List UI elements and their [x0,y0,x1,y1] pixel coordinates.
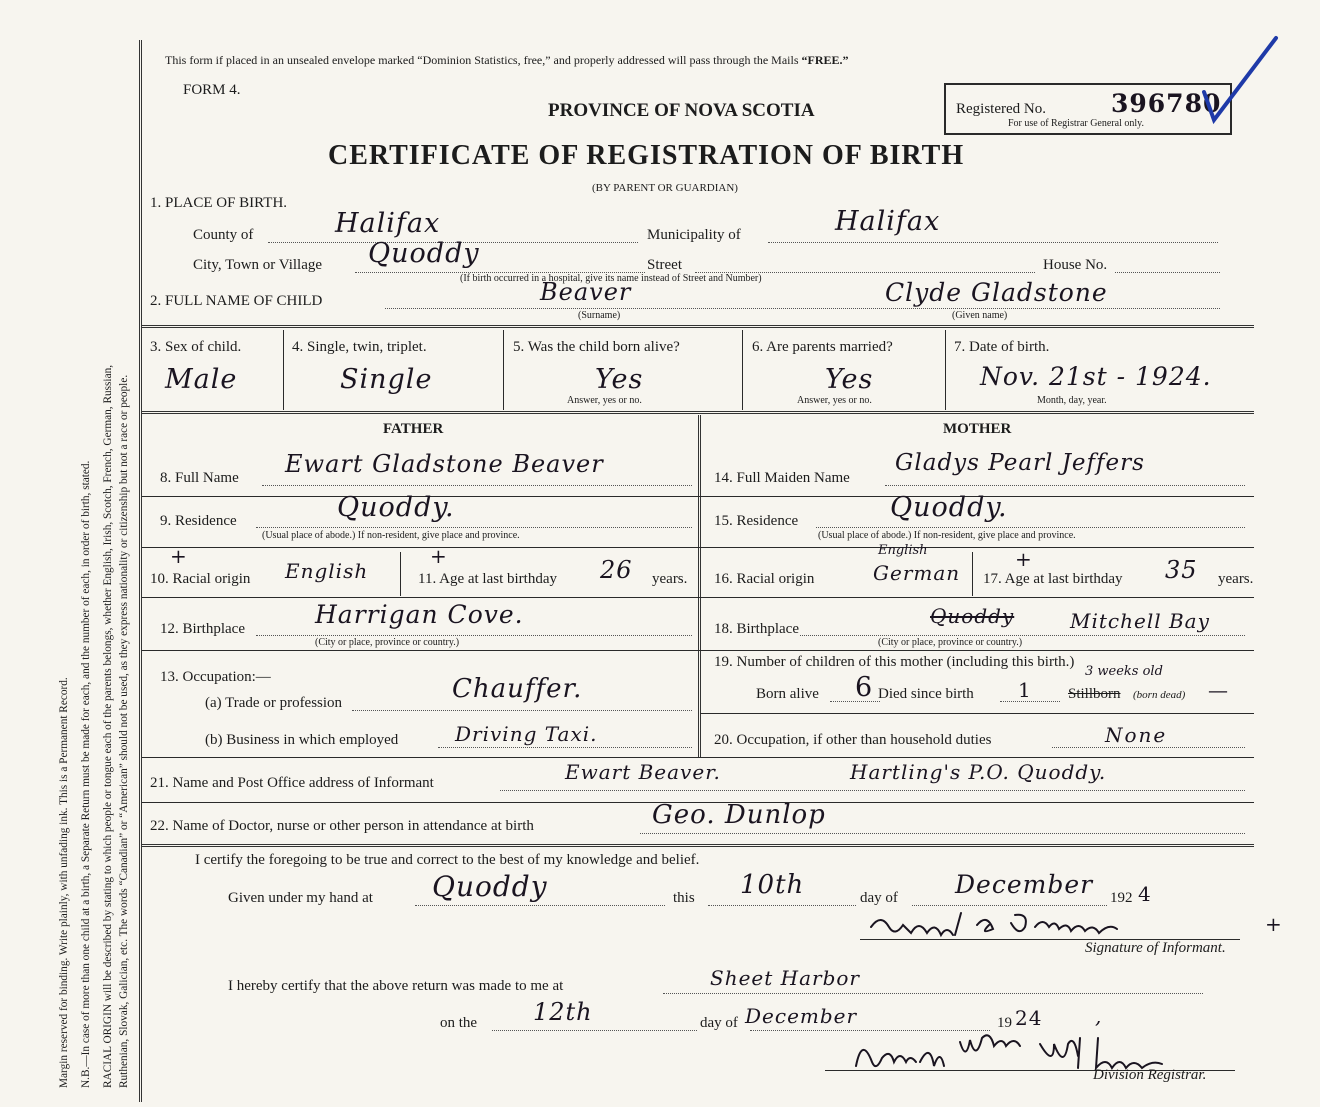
doctor-line [640,833,1245,834]
reg-day-line [492,1030,697,1031]
father-residence-line [256,527,692,528]
child-surname-value: Beaver [540,278,632,306]
day-value: 10th [740,870,805,900]
father-heading: FATHER [383,421,444,437]
page-subtitle: (BY PARENT OR GUARDIAN) [592,182,738,194]
plurality-value: Single [340,364,433,395]
dob-caption: Month, day, year. [1037,395,1107,406]
mother-residence-value: Quoddy. [890,492,1008,523]
father-name-label: 8. Full Name [160,470,239,486]
died-label: Died since birth [878,686,974,702]
signature-cross: + [1265,912,1283,936]
mail-notice [165,53,849,68]
place-label: 1. PLACE OF BIRTH. [150,195,288,211]
rule-row3-top [142,325,1254,328]
rule-certify-top [142,844,1254,847]
county-label: County of [193,227,254,243]
mail-notice-text: This form if placed in an unsealed envelope marked “Dominion Statistics, free,” and properly addressed will pass through the Mails [165,53,799,67]
registered-box [944,83,1232,135]
father-age-value: 26 [600,556,633,584]
rule-children-bottom [700,713,1254,714]
children-label: 19. Number of children of this mother (including this birth.) [714,654,1075,670]
rule-parents-top [142,411,1254,414]
rule-names-bottom [142,496,1254,497]
father-racial-value: English [285,559,369,583]
given-place-line [415,905,665,906]
given-caption: (Given name) [952,310,1008,321]
child-given-value: Clyde Gladstone [885,278,1108,307]
plurality-label: 4. Single, twin, triplet. [292,339,427,355]
registrar-note: For use of Registrar General only. [1008,118,1144,129]
margin-note-4: Ruthenian, Slovak, Galician, etc. The words “Canadian” or “American” should not be used, as they express nationality or citizenship but not a race or people. [118,374,130,1088]
father-birthplace-caption: (City or place, province or country.) [315,637,460,648]
father-birthplace-line [256,635,692,636]
mother-residence-caption: (Usual place of abode.) If non-resident, give place and province. [818,530,1076,541]
reg-day-value: 12th [533,998,593,1026]
year-suffix: 4 [1138,882,1152,906]
street-label: Street [647,257,682,273]
mother-racial-value: German [873,561,961,585]
reg-month-line [750,1030,990,1031]
margin-note-3: RACIAL ORIGIN will be described by stating to which people or tongue each of the parents belongs, whether English, Irish, Scotch, French, German, Russian, [102,364,114,1088]
reg-year-suffix: 24 [1015,1006,1043,1030]
sex-value: Male [165,364,238,395]
mother-birthplace-value: Mitchell Bay [1070,609,1210,633]
reg-year-mark: , [1095,1004,1103,1028]
registrar-place-line [663,993,1203,994]
given-place-value: Quoddy [432,870,548,903]
signature-caption: Signature of Informant. [1085,940,1226,956]
father-trade-line [352,710,692,711]
stillborn-caption: (born dead) [1133,689,1186,701]
father-age-cross: + [430,544,448,568]
registrar-text: I hereby certify that the above return was made to me at [228,978,564,994]
hospital-note: (If birth occurred in a hospital, give its name instead of Street and Number) [460,273,762,284]
father-business-value: Driving Taxi. [455,722,598,746]
rule-birthplace-bottom [142,650,1254,651]
father-trade-label: (a) Trade or profession [205,695,343,711]
born-alive-value: 6 [855,672,874,703]
this-label: this [673,890,695,906]
margin-note-2: N.B.—In case of more than one child at a birth, a Separate Return must be made for each, and the number of each, in order of birth, stated. [80,460,92,1088]
alive-label: 5. Was the child born alive? [513,339,680,355]
child-name-label: 2. FULL NAME OF CHILD [150,293,323,309]
mother-occupation-line [1052,747,1245,748]
mail-notice-free: “FREE.” [801,53,849,67]
dob-label: 7. Date of birth. [954,339,1050,355]
informant-line [500,790,1245,791]
divider-3-4 [283,330,284,410]
mother-years: years. [1218,571,1254,587]
father-trade-value: Chauffer. [452,674,583,704]
informant-label: 21. Name and Post Office address of Informant [150,775,434,791]
mother-heading: MOTHER [943,421,1012,437]
died-value: 1 [1018,678,1032,702]
rule-informant-top [142,757,1254,758]
mother-birthplace-label: 18. Birthplace [714,621,799,637]
stillborn-label: Stillborn [1068,686,1121,702]
father-business-label: (b) Business in which employed [205,732,399,748]
reg-month-value: December [745,1004,858,1028]
province-heading: PROVINCE OF NOVA SCOTIA [548,100,815,121]
city-label: City, Town or Village [193,257,323,273]
father-business-line [438,747,692,748]
father-residence-value: Quoddy. [337,492,455,523]
father-name-line [262,485,692,486]
registrar-caption: Division Registrar. [1093,1067,1207,1083]
county-value: Halifax [335,208,441,239]
mother-birthplace-line [800,635,1245,636]
surname-caption: (Surname) [578,310,621,321]
married-label: 6. Are parents married? [752,339,893,355]
father-birthplace-label: 12. Birthplace [160,621,245,637]
form-number: FORM 4. [183,82,241,98]
left-border [139,40,142,1102]
rule-residence-bottom [142,547,1254,548]
child-name-line [385,308,1220,309]
divider-6-7 [945,330,946,410]
on-the-label: on the [440,1015,478,1031]
registered-number: 396780 [1111,89,1222,118]
rule-racial-bottom [142,597,1254,598]
municipality-line [768,242,1218,243]
house-label: House No. [1043,257,1108,273]
municipality-label: Municipality of [647,227,741,243]
married-caption: Answer, yes or no. [797,395,872,406]
mother-name-line [885,485,1245,486]
stillborn-value: — [1208,678,1229,702]
month-value: December [955,870,1094,899]
house-line [1115,272,1220,273]
doctor-label: 22. Name of Doctor, nurse or other person in attendance at birth [150,818,534,834]
divider-4-5 [503,330,504,410]
mother-name-label: 14. Full Maiden Name [714,470,850,486]
day-line [708,905,856,906]
doctor-value: Geo. Dunlop [652,800,826,830]
informant-address-value: Hartling's P.O. Quoddy. [850,760,1107,784]
mother-age-cross: + [1015,547,1033,571]
mother-racial-correction: English [878,543,928,558]
mother-occupation-value: None [1105,723,1168,747]
mother-residence-line [816,527,1245,528]
mother-birthplace-struck: Quoddy [930,604,1015,628]
mother-age-value: 35 [1165,556,1198,584]
year-prefix: 192 [1110,890,1133,906]
father-name-value: Ewart Gladstone Beaver [285,450,604,478]
born-alive-label: Born alive [756,686,819,702]
alive-value: Yes [595,364,644,395]
margin-note-1: Margin reserved for binding. Write plainly, with unfading ink. This is a Permanent Record. [58,677,70,1088]
divider-5-6 [742,330,743,410]
day-of-label: day of [860,890,898,906]
father-birthplace-value: Harrigan Cove. [315,600,524,629]
city-value: Quoddy [368,238,480,269]
father-occupation-label: 13. Occupation:— [160,669,271,685]
municipality-value: Halifax [835,206,941,237]
parents-divider [698,415,701,757]
certify-text: I certify the foregoing to be true and correct to the best of my knowledge and belief. [195,852,700,868]
check-mark-icon [1200,32,1280,132]
married-value: Yes [825,364,874,395]
registered-label: Registered No. [956,101,1046,117]
mother-racial-label: 16. Racial origin [714,571,815,587]
father-residence-caption: (Usual place of abode.) If non-resident, give place and province. [262,530,520,541]
mother-birthplace-caption: (City or place, province or country.) [878,637,1023,648]
sex-label: 3. Sex of child. [150,339,242,355]
father-racial-label: 10. Racial origin [150,571,251,587]
reg-year-prefix: 19 [997,1015,1012,1031]
died-note: 3 weeks old [1085,664,1163,679]
informant-name-value: Ewart Beaver. [565,760,721,784]
father-racial-divider [400,552,401,596]
father-residence-label: 9. Residence [160,513,237,529]
given-label: Given under my hand at [228,890,373,906]
mother-occupation-label: 20. Occupation, if other than household duties [714,732,992,748]
registrar-place-value: Sheet Harbor [710,966,860,990]
page-title: CERTIFICATE OF REGISTRATION OF BIRTH [328,140,965,171]
mother-residence-label: 15. Residence [714,513,799,529]
father-age-label: 11. Age at last birthday [418,571,557,587]
mother-racial-divider [972,552,973,596]
father-racial-cross: + [170,544,188,568]
mother-name-value: Gladys Pearl Jeffers [895,450,1145,476]
alive-caption: Answer, yes or no. [567,395,642,406]
dob-value: Nov. 21st - 1924. [980,362,1212,391]
father-years: years. [652,571,688,587]
mother-age-label: 17. Age at last birthday [983,571,1123,587]
reg-day-of-label: day of [700,1015,738,1031]
